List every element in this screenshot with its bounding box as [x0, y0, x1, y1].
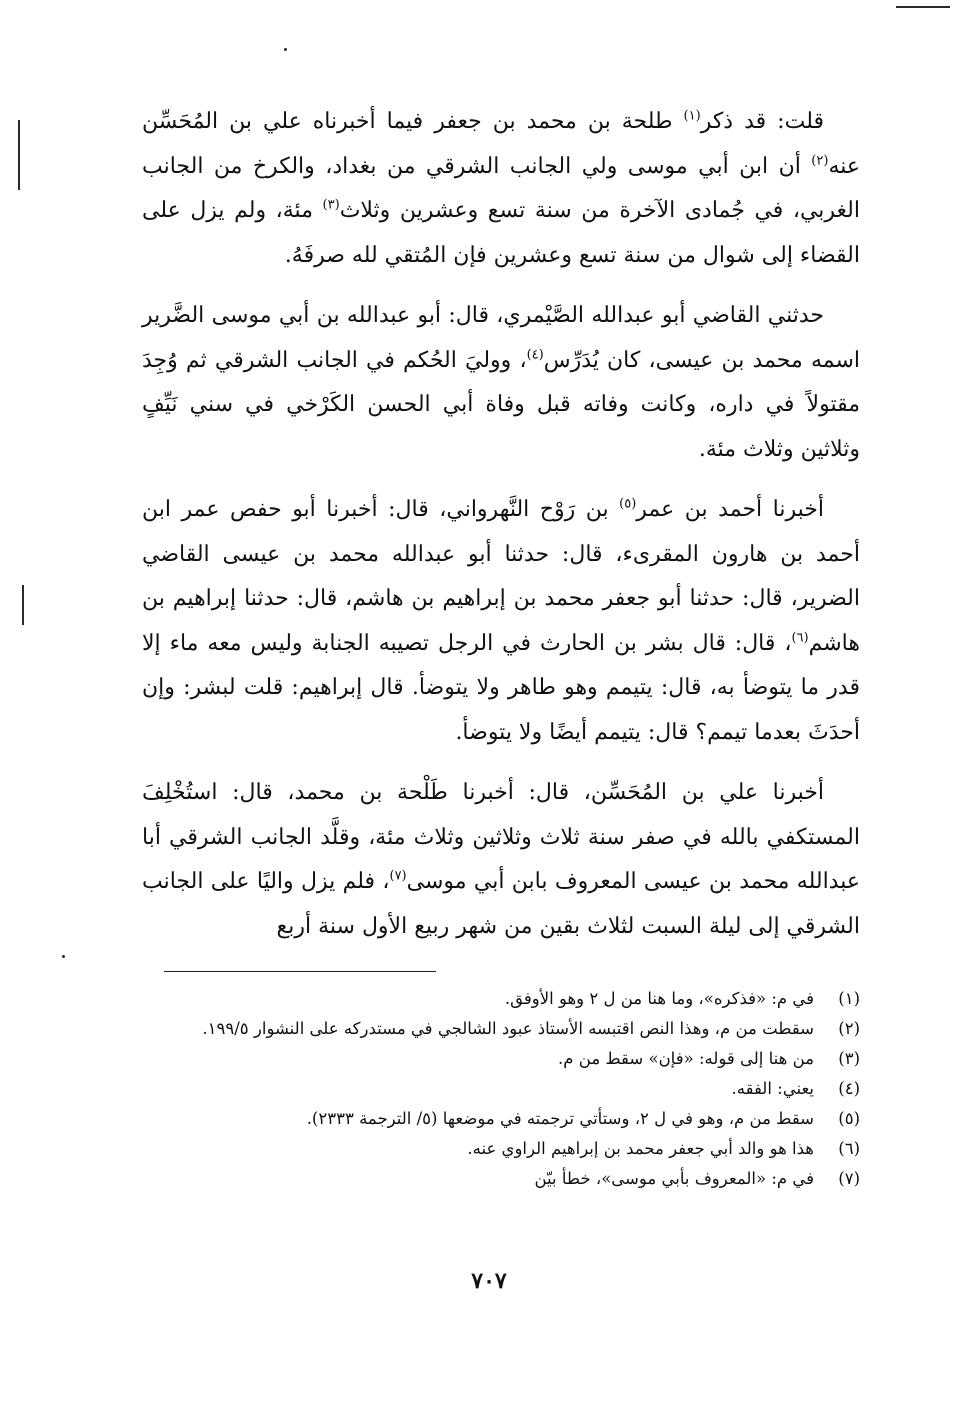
footnote-number: (١)	[838, 989, 860, 1008]
footnote	[142, 1044, 860, 1074]
page-number: ٧٠٧	[471, 1268, 507, 1294]
footnote-text: يعني: الفقه.	[731, 1079, 814, 1098]
footnote	[142, 1104, 860, 1134]
scan-speck	[62, 955, 65, 958]
scan-mark-top	[896, 6, 950, 8]
paragraph	[142, 488, 860, 755]
text-run: طلحة بن محمد بن جعفر فيما أخبرناه علي بن المُحَسِّن عنه	[142, 109, 860, 179]
footnote-separator	[164, 971, 436, 972]
footnote-number: (٥)	[838, 1109, 860, 1128]
footnote-text: من هنا إلى قوله: «فإن» سقط من م.	[558, 1049, 814, 1068]
footnote	[142, 1014, 860, 1044]
footnote-ref: (٢)	[811, 153, 829, 169]
footnote-text: سقط من م، وهو في ل ٢، وستأتي ترجمته في موضعها (٥/ الترجمة ٢٣٣٣).	[306, 1109, 814, 1128]
footnote	[142, 1074, 860, 1104]
footnote	[142, 984, 860, 1014]
text-run: حدثني القاضي أبو عبدالله الصَّيْمري، قال: أبو عبدالله بن أبي موسى الضَّرير اسمه محمد بن عيسى، كان يُدَرِّس	[142, 303, 860, 373]
footnote-ref: (١)	[683, 108, 701, 124]
scan-mark-left	[18, 120, 20, 190]
main-text	[142, 100, 860, 949]
footnote-ref: (٥)	[619, 496, 637, 512]
footnote-ref: (٤)	[526, 347, 544, 363]
paragraph	[142, 100, 860, 278]
paragraph	[142, 771, 860, 949]
page-body	[142, 100, 860, 1194]
footnote-text: هذا هو والد أبي جعفر محمد بن إبراهيم الراوي عنه.	[467, 1139, 814, 1158]
scan-speck	[284, 48, 287, 51]
footnote-number: (٧)	[838, 1169, 860, 1188]
footnote-ref: (٣)	[322, 197, 340, 213]
footnote-text: سقطت من م، وهذا النص اقتبسه الأستاذ عبود الشالجي في مستدركه على النشوار ١٩٩/٥.	[202, 1019, 814, 1038]
paragraph	[142, 294, 860, 472]
footnote-text: في م: «المعروف بأبي موسى»، خطأ بيّن	[534, 1169, 814, 1188]
footnotes	[142, 984, 860, 1194]
footnote-separator-wrap	[142, 965, 860, 984]
text-run: أن ابن أبي موسى ولي الجانب الشرقي من بغداد، والكرخ من الجانب الغربي، في جُمادى الآخرة من سنة تسع وعشرين وثلاث	[142, 153, 860, 223]
footnote-number: (٣)	[838, 1049, 860, 1068]
footnote-number: (٦)	[838, 1139, 860, 1158]
footnote	[142, 1134, 860, 1164]
footnote-ref: (٦)	[791, 630, 809, 646]
footnote-number: (٢)	[838, 1019, 860, 1038]
text-run: بن رَوْح النَّهرواني، قال: أخبرنا أبو حفص عمر ابن أحمد بن هارون المقرىء، قال: حدثنا أبو عبدالله محمد بن عيسى القاضي الضرير، قال: حدثنا أبو جعفر محمد بن إبراهيم بن هاشم، قال: حدثنا إبراهيم بن هاشم	[142, 497, 860, 656]
text-run: ، فلم يزل واليًا على الجانب الشرقي إلى ليلة السبت لثلاث بقين من شهر ربيع الأول سنة أربع	[142, 869, 860, 939]
text-run: قلت: قد ذكر	[700, 109, 825, 134]
footnote-ref: (٧)	[389, 868, 407, 884]
text-run: مئة، ولم يزل على القضاء إلى شوال من سنة تسع وعشرين فإن المُتقي لله صرفَهُ.	[142, 198, 860, 268]
text-run: أخبرنا علي بن المُحَسِّن، قال: أخبرنا طَلْحة بن محمد، قال: استُخْلِفَ المستكفي بالله في صفر سنة ثلاث وثلاثين وثلاث مئة، وقلَّد الجانب الشرقي أبا عبدالله محمد بن عيسى المعروف بابن أبي موسى	[142, 780, 860, 894]
footnote-text: في م: «فذكره»، وما هنا من ل ٢ وهو الأوفق.	[504, 989, 814, 1008]
text-run: ، قال: قال بشر بن الحارث في الرجل تصيبه الجنابة وليس معه ماء إلا قدر ما يتوضأ به، قال: يتيمم وهو طاهر ولا يتوضأ. قال إبراهيم: قلت لبشر: وإن أحدَثَ بعدما تيمم؟ قال: يتيمم أيضًا ولا يتوضأ.	[142, 630, 860, 745]
footnote-number: (٤)	[838, 1079, 860, 1098]
text-run: أخبرنا أحمد بن عمر	[636, 497, 824, 522]
text-run: ، ووليَ الحُكم في الجانب الشرقي ثم وُجِدَ مقتولاً في داره، وكانت وفاته قبل وفاة أبي الحسن الكَرْخي في سني نَيِّفٍ وثلاثين وثلاث مئة.	[142, 347, 860, 462]
footnote	[142, 1164, 860, 1194]
scan-mark-left	[22, 585, 24, 625]
